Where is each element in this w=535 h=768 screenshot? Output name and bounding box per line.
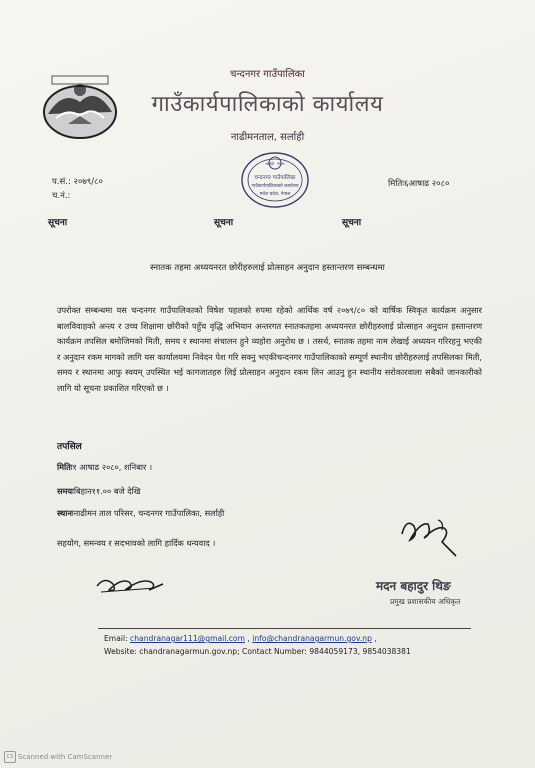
notice-heading-left: सूचना <box>48 218 68 228</box>
office-title: गाउँकार्यपालिकाको कार्यालय <box>151 92 384 117</box>
seal-text-top: चन्दनगर गाउँपालिका <box>254 175 296 181</box>
notice-subject: स्नातक तहमा अध्ययनरत छोरीहरुलाई प्रोत्साहन अनुदान हस्तान्तरण सम्बन्धमा <box>150 263 385 273</box>
signatory-title: प्रमुख प्रशासकीय अधिकृत <box>390 597 461 606</box>
footer-email-label: Email: <box>104 634 131 643</box>
detail-place-value: नाढीमन ताल परिसर, चन्दनगर गाउँपालिका, सर्लाही <box>73 508 225 518</box>
details-heading: तपसिल <box>57 442 82 452</box>
witness-signature-icon <box>95 572 165 600</box>
seal-emblem-text: सर्लाही · नेपाल <box>265 162 285 166</box>
officer-signature-icon <box>398 512 460 562</box>
notice-body-paragraph: उपरोक्त सम्बन्धमा यस चन्दनगर गाउँपालिकाको विषेश पहलको रुपमा रहेको आर्थिक वर्ष २०७९/८० को वार्षिक स्विकृत कार्यक्रम अनुसार बालविवाहको अन्त्य र उच्च शिक्षामा छोरीको पहुँच वृद्धि अभियान अन्तरगत स्नातकतहमा अध्ययनरत छोरीहरुलाई प्रोत्साहन अनुदान हस्तान्तरण कार्यक्रम तपसिल बमोजिमको मिती, समय र स्थानमा संचालन हुने व्यहोरा अनुरोध छ । तसर्थ, स्नातक तहमा नाम लेखाई अध्ययन गरिरहनु भएकी र अनुदान रकम मागको लागि यस कार्यालयमा निवेदन पेश गरि सक्नु भएकीचन्दनगर गाउँपालिकाको सम्पूर्ण स्थानीय छोरीहरुलाई तपसिलका मिती, समय र स्थानमा आफु स्वयम् उपस्थित भई कागजातहरु लिई प्रोत्साहन अनुदान रकम लिन आउनु हुन स्थानीय सरोकारवाला सबैको जानकारीको लागि यो सूचना प्रकाशित गरिएको छ । <box>57 305 482 393</box>
detail-date-row <box>57 462 152 473</box>
detail-date-label: मितिः <box>57 462 73 472</box>
notice-heading-right: सूचना <box>342 218 362 228</box>
scanner-watermark <box>4 751 112 763</box>
detail-place-label: स्थानः <box>57 508 74 518</box>
official-seal-stamp-icon <box>240 150 310 210</box>
detail-time-label: समयः <box>57 486 74 496</box>
dispatch-number: च.नं.: <box>52 191 71 201</box>
camscanner-logo-icon: CS <box>4 751 16 763</box>
office-address: नाढीमनताल, सर्लाही <box>230 132 305 143</box>
thanks-line: सहयोग, समन्वय र सदभावको लागि हार्दिक धन्यवाद । <box>57 538 216 548</box>
seal-text-bottom: मधेश प्रदेश, नेपाल <box>259 192 291 197</box>
detail-time-row <box>57 486 140 497</box>
footer-email-end: , <box>371 634 377 643</box>
letter-date: मितिः६आषाढ २०८० <box>388 179 450 189</box>
footer-email-link-1[interactable]: chandranagar111@gmail.com <box>130 634 245 643</box>
footer-email-link-2[interactable]: info@chandranagarmun.gov.np <box>252 634 372 643</box>
seal-text-middle: गाउँकार्यपालिकाको कार्यालय <box>251 184 299 189</box>
signatory-name: मदन बहादुर थिङ <box>376 579 451 593</box>
footer-website-contact: Website: chandranagarmun.gov.np; Contact Number: 9844059173, 9854038381 <box>104 647 411 656</box>
municipality-name: चन्दनगर गाउँपालिका <box>230 69 305 80</box>
footer-email-separator: , <box>244 634 253 643</box>
detail-date-value: १ आषाढ २०८०, शनिबार । <box>72 462 153 472</box>
detail-place-row <box>57 508 224 519</box>
fiscal-year-ref: प.सं.: २०७९/८० <box>52 177 103 187</box>
footer-divider <box>98 628 471 629</box>
scanner-watermark-text: Scanned with CamScanner <box>18 753 113 761</box>
footer-email-line <box>104 634 377 643</box>
notice-heading-center: सूचना <box>214 218 234 228</box>
detail-time-value: बिहान११.०० बजे देखि <box>73 486 141 496</box>
